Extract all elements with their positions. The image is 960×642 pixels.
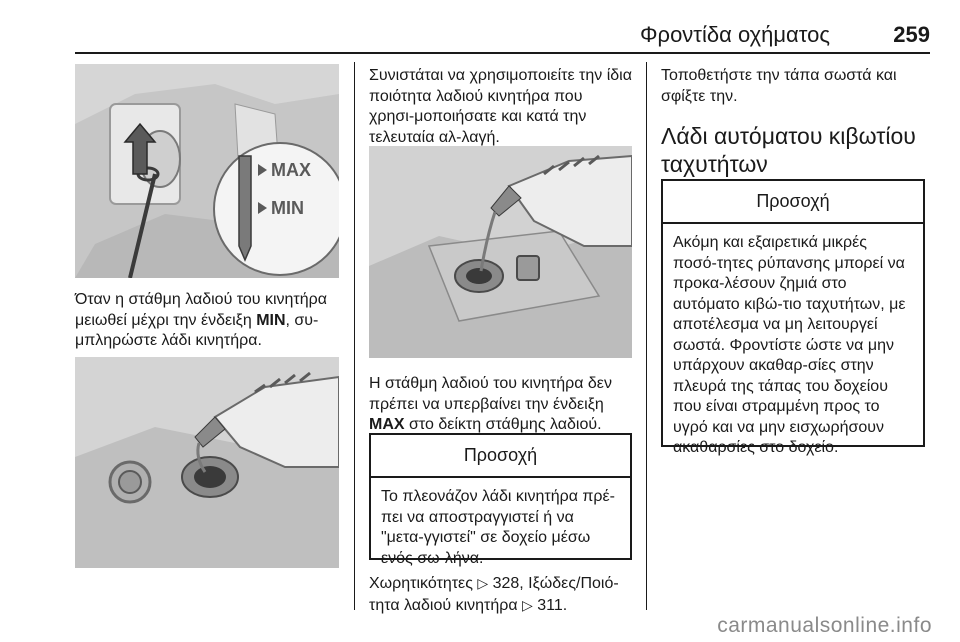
caution-body: Το πλεονάζον λάδι κινητήρα πρέ-πει να αποστραγγιστεί ή να "μετα-γγιστεί" σε δοχείο μέσω ενός σω-λήνα. bbox=[381, 488, 615, 567]
oil-filling-illustration bbox=[75, 357, 339, 568]
caution-body: Ακόμη και εξαιρετικά μικρές ποσό-τητες ρύπανσης μπορεί να προκα-λέσουν ζημιά στο αυτόματο κιβώ-τιο ταχυτήτων, με αποτέλεσμα να μη λειτουργεί σωστά. Φροντίστε ώστε να μην υπάρχουν ακαθαρ-σίες στην πλευρά της τάπας του δοχείου που είναι στραμμένη προς το υγρό και να μην εισχωρήσουν ακαθαρσίες στο δοχείο. bbox=[673, 234, 906, 456]
xref-link-capacities[interactable]: 328 bbox=[492, 575, 520, 592]
col1-paragraph-1: Όταν η στάθμη λαδιού του κινητήρα μειωθεί μέχρι την ένδειξη MIN, συ-μπληρώστε λάδι κινητήρα. bbox=[75, 291, 327, 349]
header-rule bbox=[75, 52, 930, 54]
xref-link-viscosity[interactable]: 311 bbox=[537, 596, 563, 614]
section-heading-transmission-fluid: Λάδι αυτόματου κιβωτίου ταχυτήτων bbox=[661, 123, 916, 177]
col3-paragraph-1: Τοποθετήστε την τάπα σωστά και σφίξτε την. bbox=[661, 67, 897, 105]
max-label: MAX bbox=[271, 160, 311, 180]
xref-arrow-icon: ▷ bbox=[522, 596, 533, 613]
col2-paragraph-2: Η στάθμη λαδιού του κινητήρα δεν πρέπει να υπερβαίνει την ένδειξη MAX στο δείκτη στάθμης λαδιού. bbox=[369, 375, 612, 433]
oil-pouring-illustration bbox=[369, 146, 632, 358]
caution-box-1 bbox=[369, 433, 632, 567]
running-header: Φροντίδα οχήματος bbox=[640, 22, 830, 47]
page-number: 259 bbox=[893, 22, 930, 47]
column-divider-1 bbox=[354, 62, 355, 610]
column-divider-2 bbox=[646, 62, 647, 610]
caution-title: Προσοχή bbox=[663, 181, 923, 224]
xref-arrow-icon: ▷ bbox=[477, 575, 489, 591]
caution-title: Προσοχή bbox=[371, 435, 630, 478]
col2-paragraph-3: Χωρητικότητες ▷ 328, Ιξώδες/Ποιό-τητα λαδιού κινητήρα ▷ 311. bbox=[369, 575, 619, 614]
caution-box-2 bbox=[661, 179, 925, 456]
col2-paragraph-1: Συνιστάται να χρησιμοποιείτε την ίδια ποιότητα λαδιού κινητήρα που χρησι-μοποιήσατε και κατά την τελευταία αλ-λαγή. bbox=[369, 67, 632, 146]
min-label: MIN bbox=[271, 198, 304, 218]
watermark: carmanualsonline.info bbox=[717, 614, 932, 637]
dipstick-illustration bbox=[75, 64, 339, 278]
